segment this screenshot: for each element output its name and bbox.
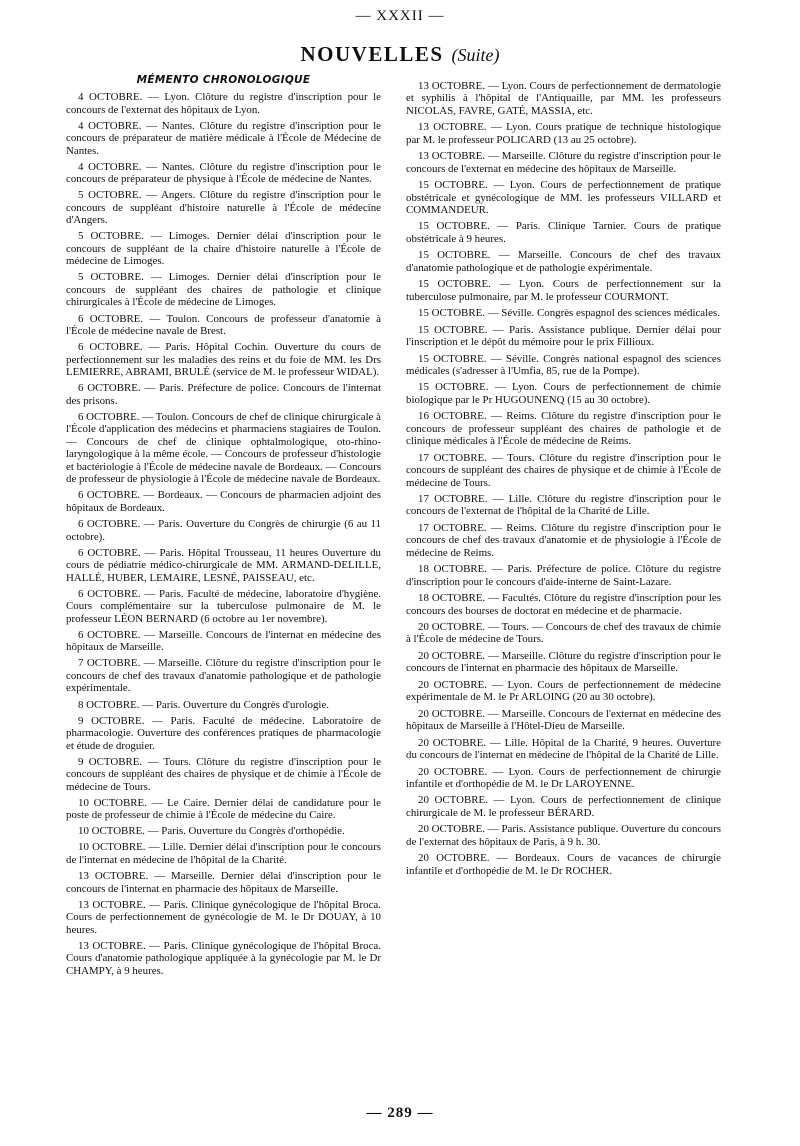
- calendar-entry: 17 OCTOBRE. — Lille. Clôture du registre d'inscription pour le concours de l'externat de l'hôpital de la Charité de Lille.: [406, 493, 721, 518]
- calendar-entry: 6 OCTOBRE. — Bordeaux. — Concours de pharmacien adjoint des hôpitaux de Bordeaux.: [66, 489, 381, 514]
- calendar-entry: 13 OCTOBRE. — Marseille. Dernier délai d'inscription pour le concours de l'internat en pharmacie des hôpitaux de Marseille.: [66, 870, 381, 895]
- calendar-entry: 15 OCTOBRE. — Lyon. Cours de perfectionnement de chimie biologique par le Pr HUGOUNENQ (15 au 30 octobre).: [406, 381, 721, 406]
- calendar-entry: 8 OCTOBRE. — Paris. Ouverture du Congrès d'urologie.: [78, 698, 330, 711]
- calendar-entry: 15 OCTOBRE. — Paris. Clinique Tarnier. Cours de pratique obstétricale à 9 heures.: [406, 220, 721, 245]
- calendar-entry: 10 OCTOBRE. — Lille. Dernier délai d'inscription pour le concours de l'internat en médecine de l'hôpital de la Charité.: [66, 841, 381, 866]
- left-column: [66, 74, 381, 981]
- section-title: MÉMENTO CHRONOLOGIQUE: [136, 74, 311, 86]
- calendar-entry: 10 OCTOBRE. — Paris. Ouverture du Congrès d'orthopédie.: [78, 825, 345, 838]
- calendar-entry: 13 OCTOBRE. — Marseille. Clôture du registre d'inscription pour le concours de l'externat en médecine des hôpitaux de Marseille.: [406, 150, 721, 175]
- page-title-suffix: (Suite): [451, 45, 500, 65]
- calendar-entry: 15 OCTOBRE. — Séville. Congrès national espagnol des sciences médicales (s'adresser à l'Umfia, 85, rue de la Pompe).: [406, 352, 721, 377]
- calendar-entry: 15 OCTOBRE. — Séville. Congrès espagnol des sciences médicales.: [418, 307, 720, 320]
- calendar-entry: 6 OCTOBRE. — Marseille. Concours de l'internat en médecine des hôpitaux de Marseille.: [66, 628, 381, 654]
- calendar-entry: 10 OCTOBRE. — Le Caire. Dernier délai de candidature pour le poste de professeur de chimie à l'École de médecine du Caire.: [66, 796, 381, 822]
- calendar-entry: 7 OCTOBRE. — Marseille. Clôture du registre d'inscription pour le concours de chef des travaux d'anatomie pathologique et de pathologie expérimentale.: [66, 657, 381, 695]
- calendar-entry: 20 OCTOBRE. — Marseille. Concours de l'externat en médecine des hôpitaux de Marseille à l'Hôtel-Dieu de Marseille.: [406, 707, 721, 733]
- calendar-entry: 20 OCTOBRE. — Bordeaux. Cours de vacances de chirurgie infantile et d'orthopédie de M. le Dr ROCHER.: [406, 852, 721, 877]
- left-entries: [66, 91, 381, 977]
- calendar-entry: 6 OCTOBRE. — Paris. Faculté de médecine, laboratoire d'hygiène. Cours complémentaire sur la tuberculose pulmonaire de M. le professeur LÉON BERNARD (6 octobre au 1er novembre).: [66, 587, 381, 625]
- calendar-entry: 15 OCTOBRE. — Lyon. Cours de perfectionnement sur la tuberculose pulmonaire, par M. le professeur COURMONT.: [406, 278, 721, 303]
- calendar-entry: 4 OCTOBRE. — Nantes. Clôture du registre d'inscription pour le concours de préparateur de physique à l'École de médecine de Nantes.: [66, 160, 381, 186]
- calendar-entry: 6 OCTOBRE. — Paris. Préfecture de police. Concours de l'internat des prisons.: [66, 382, 381, 407]
- calendar-entry: 13 OCTOBRE. — Paris. Clinique gynécologique de l'hôpital Broca. Cours d'anatomie pathologique appliquée à la gynécologie par M. le Dr CHAMPY, à 9 heures.: [66, 939, 381, 977]
- page-title: NOUVELLES: [300, 42, 444, 66]
- calendar-entry: 4 OCTOBRE. — Lyon. Clôture du registre d'inscription pour le concours de l'externat des hôpitaux de Lyon.: [66, 91, 381, 116]
- right-column: [406, 80, 721, 881]
- calendar-entry: 13 OCTOBRE. — Paris. Clinique gynécologique de l'hôpital Broca. Cours de perfectionnement de gynécologie de M. le Dr DOUAY, à 10 heures.: [66, 898, 381, 936]
- calendar-entry: 6 OCTOBRE. — Toulon. Concours de chef de clinique chirurgicale à l'École d'application des médecins et pharmaciens stagiaires de Toulon. — Concours de chef de clinique ophtalmologique, oto-rhino-laryngologique à la même école. — Concours de professeur d'histologie et bactériologie à l'École de médecine navale de Bordeaux. — Concours de professeur de physiologie à l'École de médecine navale de Bordeaux.: [66, 410, 381, 486]
- roman-folio: — XXXII —: [355, 8, 445, 24]
- calendar-entry: 15 OCTOBRE. — Lyon. Cours de perfectionnement de pratique obstétricale et gynécologique de MM. les professeurs VILLARD et COMMANDEUR.: [406, 179, 721, 216]
- calendar-entry: 20 OCTOBRE. — Lyon. Cours de perfectionnement de clinique chirurgicale de M. le professeur BÉRARD.: [406, 794, 721, 819]
- calendar-entry: 9 OCTOBRE. — Paris. Faculté de médecine. Laboratoire de pharmacologie. Ouverture des conférences pratiques de pharmacologie et étude de droguier.: [66, 714, 381, 752]
- calendar-entry: 5 OCTOBRE. — Angers. Clôture du registre d'inscription pour le concours de suppléant d'histoire naturelle à l'École de médecine d'Angers.: [66, 189, 381, 227]
- calendar-entry: 20 OCTOBRE. — Lyon. Cours de perfectionnement de médecine expérimentale de M. le Pr ARLOING (20 au 30 octobre).: [406, 678, 721, 704]
- calendar-entry: 5 OCTOBRE. — Limoges. Dernier délai d'inscription pour le concours de suppléant des chaires de pathologie et clinique chirurgicales à l'École de médecine de Limoges.: [66, 271, 381, 309]
- calendar-entry: 13 OCTOBRE. — Lyon. Cours pratique de technique histologique par M. le professeur POLICARD (13 au 25 octobre).: [406, 121, 721, 146]
- calendar-entry: 6 OCTOBRE. — Paris. Hôpital Trousseau, 11 heures Ouverture du cours de pédiatrie médico-chirurgicale de MM. ARMAND-DELILLE, HALLÉ, HUBER, LEMAIRE, LESNÉ, PAISSEAU, etc.: [66, 546, 381, 584]
- page-heading: [0, 42, 800, 67]
- calendar-entry: 18 OCTOBRE. — Paris. Préfecture de police. Clôture du registre d'inscription pour le concours d'aide-interne de Saint-Lazare.: [406, 563, 721, 588]
- page-number: — 289 —: [366, 1105, 434, 1121]
- calendar-entry: 17 OCTOBRE. — Tours. Clôture du registre d'inscription pour le concours de suppléant des chaires de physique et de chimie à l'École de médecine de Tours.: [406, 451, 721, 489]
- calendar-entry: 20 OCTOBRE. — Paris. Assistance publique. Ouverture du concours de l'externat des hôpitaux de Paris, à 9 h. 30.: [406, 823, 721, 848]
- calendar-entry: 6 OCTOBRE. — Paris. Hôpital Cochin. Ouverture du cours de perfectionnement sur les maladies des reins et du foie de MM. les Drs LEMIERRE, ABRAMI, BRULÉ (service de M. le professeur WIDAL).: [66, 341, 381, 379]
- calendar-entry: 20 OCTOBRE. — Lille. Hôpital de la Charité, 9 heures. Ouverture du concours de l'internat en médecine de l'hôpital de la Charité de Lille.: [406, 736, 721, 762]
- calendar-entry: 20 OCTOBRE. — Marseille. Clôture du registre d'inscription pour le concours de l'internat en pharmacie des hôpitaux de Marseille.: [406, 649, 721, 675]
- calendar-entry: 15 OCTOBRE. — Marseille. Concours de chef des travaux d'anatomie pathologique et de pathologie expérimentale.: [406, 249, 721, 274]
- calendar-entry: 20 OCTOBRE. — Lyon. Cours de perfectionnement de chirurgie infantile et d'orthopédie de M. le Dr LAROYENNE.: [406, 765, 721, 790]
- calendar-entry: 15 OCTOBRE. — Paris. Assistance publique. Dernier délai pour l'inscription et le dépôt du mémoire pour le prix Fillioux.: [406, 323, 721, 349]
- right-entries: [406, 80, 721, 877]
- calendar-entry: 5 OCTOBRE. — Limoges. Dernier délai d'inscription pour le concours de suppléant de la chaire d'histoire naturelle à l'École de médecine de Limoges.: [66, 230, 381, 268]
- calendar-entry: 18 OCTOBRE. — Facultés. Clôture du registre d'inscription pour les concours des bourses de doctorat en médecine et de pharmacie.: [406, 592, 721, 617]
- calendar-entry: 9 OCTOBRE. — Tours. Clôture du registre d'inscription pour le concours de suppléant des chaires de physique et de chimie à l'École de médecine de Tours.: [66, 755, 381, 793]
- calendar-entry: 13 OCTOBRE. — Lyon. Cours de perfectionnement de dermatologie et syphilis à l'hôpital de l'Antiquaille, par MM. les professeurs NICOLAS, FAVRE, GATÉ, MASSIA, etc.: [406, 80, 721, 117]
- calendar-entry: 20 OCTOBRE. — Tours. — Concours de chef des travaux de chimie à l'École de médecine de Tours.: [406, 621, 721, 646]
- calendar-entry: 17 OCTOBRE. — Reims. Clôture du registre d'inscription pour le concours de chef des travaux d'anatomie et de physiologie à l'École de médecine de Reims.: [406, 521, 721, 559]
- calendar-entry: 6 OCTOBRE. — Paris. Ouverture du Congrès de chirurgie (6 au 11 octobre).: [66, 518, 381, 543]
- calendar-entry: 4 OCTOBRE. — Nantes. Clôture du registre d'inscription pour le concours de préparateur de matière médicale à l'École de Médecine de Nantes.: [66, 119, 381, 157]
- calendar-entry: 16 OCTOBRE. — Reims. Clôture du registre d'inscription pour le concours de professeur suppléant des chaires de pathologie et de clinique médicales à l'École de médecine de Reims.: [406, 410, 721, 448]
- calendar-entry: 6 OCTOBRE. — Toulon. Concours de professeur d'anatomie à l'École de médecine navale de Brest.: [66, 312, 381, 338]
